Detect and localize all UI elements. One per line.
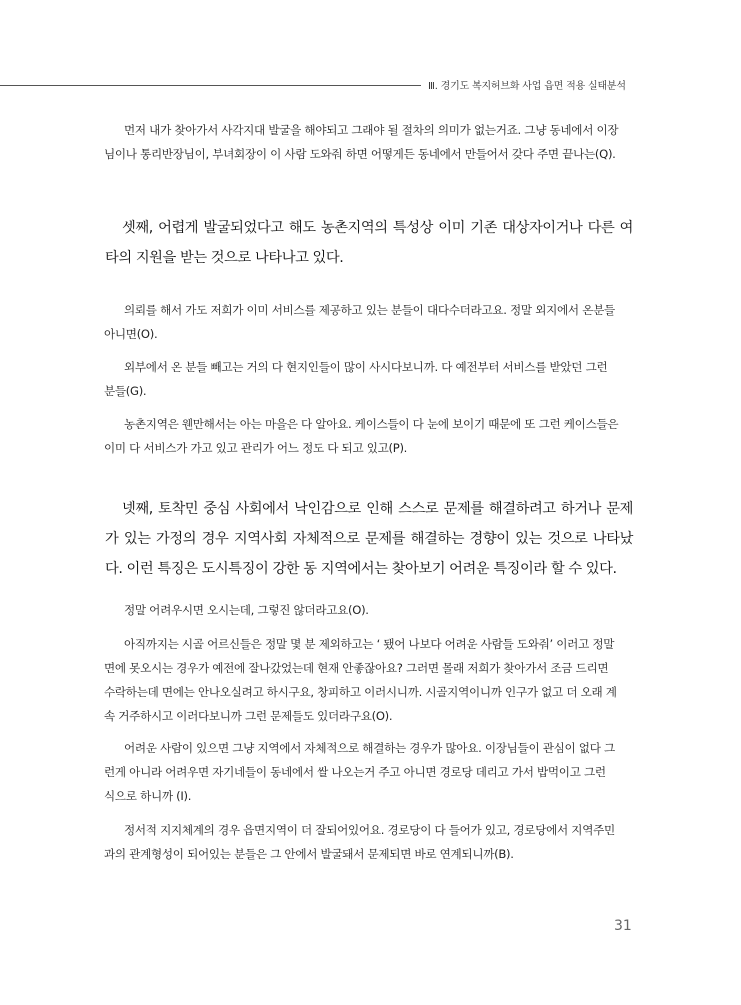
interview-quote-1: 먼저 내가 찾아가서 사각지대 발굴을 해야되고 그래야 될 절차의 의미가 없는거죠. 그냥 동네에서 이장님이나 통리반장님이, 부녀회장이 이 사람 도와줘 하면 어떻게든 동네에서 만들어서 갖다 주면 끝나는(Q). [104,123,619,161]
interview-quote-5: 정말 어려우시면 오시는데, 그렇진 않더라고요(O). [124,603,369,617]
header-rule [0,85,421,86]
interview-quote-3: 외부에서 온 분들 빼고는 거의 다 현지인들이 많이 사시다보니까. 다 예전부터 서비스를 받았던 그런 분들(G). [104,360,608,398]
body-paragraph-third: 셋째, 어렵게 발굴되었다고 해도 농촌지역의 특성상 이미 기존 대상자이거나 다른 여타의 지원을 받는 것으로 나타나고 있다. [105,220,633,266]
body-paragraph-fourth: 넷째, 토착민 중심 사회에서 낙인감으로 인해 스스로 문제를 해결하려고 하거나 문제가 있는 가정의 경우 지역사회 자체적으로 문제를 해결하는 경향이 있는 것으로 나타났다. 이런 특징은 도시특징이 강한 동 지역에서는 찾아보기 어려운 특징이라 할 수 있다. [105,501,633,577]
interview-quote-8: 정서적 지지체계의 경우 읍면지역이 더 잘되어있어요. 경로당이 다 들어가 있고, 경로당에서 지역주민과의 관계형성이 되어있는 분들은 그 안에서 발굴돼서 문제되면 바로 연계되니까(B). [104,823,615,861]
interview-quote-2: 의뢰를 해서 가도 저희가 이미 서비스를 제공하고 있는 분들이 대다수더라고요. 정말 외지에서 온분들 아니면(O). [104,303,615,341]
section-header: Ⅲ. 경기도 복지허브화 사업 읍면 적용 실태분석 [428,81,626,92]
interview-quote-4: 농촌지역은 웬만해서는 아는 마을은 다 알아요. 케이스들이 다 눈에 보이기 때문에 또 그런 케이스들은 이미 다 서비스가 가고 있고 관리가 어느 정도 다 되고 있고(P). [104,417,619,455]
interview-quote-6: 아직까지는 시골 어르신들은 정말 몇 분 제외하고는 ‘ 됐어 나보다 어려운 사람들 도와줘’ 이러고 정말 면에 못오시는 경우가 예전에 잘나갔었는데 현재 안좋잖아요? 그러면 몰래 저희가 찾아가서 조금 드리면 수락하는데 면에는 안나오실려고 하시구요, 창피하고 이러시니까. 시골지역이니까 인구가 없고 더 오래 계속 거주하시고 이러다보니까 그런 문제들도 있더라구요(O). [104,637,617,723]
page-number: 31 [614,918,632,934]
interview-quote-7: 어려운 사람이 있으면 그냥 지역에서 자체적으로 해결하는 경우가 많아요. 이장님들이 관심이 없다 그런게 아니라 어려우면 자기네들이 동네에서 쌀 나오는거 주고 아니면 경로당 데리고 가서 밥먹이고 그런 식으로 하니까 (I). [104,741,615,803]
